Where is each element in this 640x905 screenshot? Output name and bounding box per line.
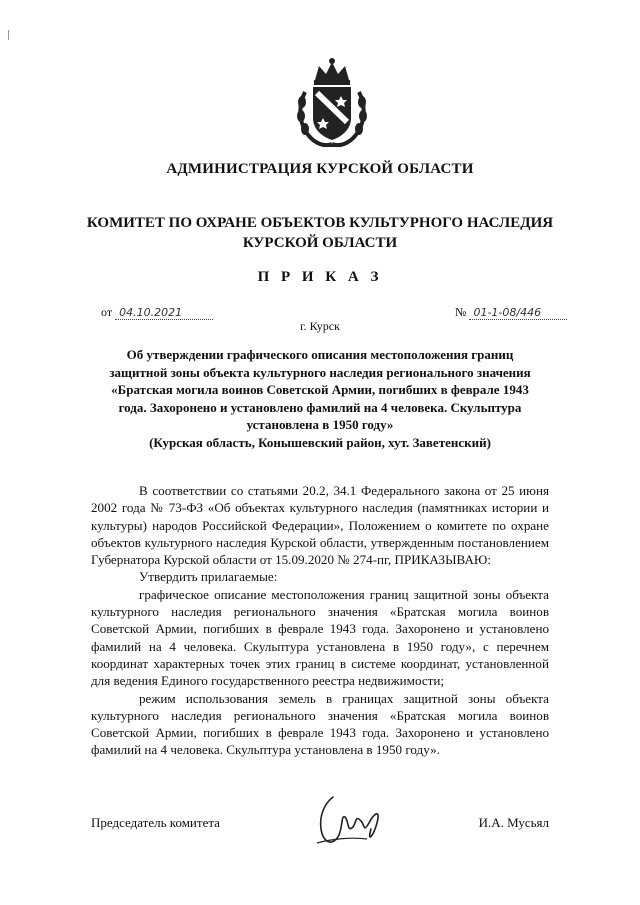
date-value: 04.10.2021 [115,306,213,320]
committee-title-line: КОМИТЕТ ПО ОХРАНЕ ОБЪЕКТОВ КУЛЬТУРНОГО НАСЛЕДИЯ [86,215,554,231]
administration-title: АДМИНИСТРАЦИЯ КУРСКОЙ ОБЛАСТИ [166,161,474,177]
number-value: 01-1-08/446 [469,306,567,320]
order-body [91,482,549,759]
handwritten-signature-icon [311,793,391,853]
document-type: П Р И К А З [257,269,383,285]
signatory-name: И.А. Мусьял [478,815,549,830]
subject-line: Об утверждении графического описания местоположения границ [126,347,514,362]
order-date [101,305,213,320]
date-prefix: от [101,305,113,319]
subject-line: года. Захоронено и установлено фамилий на 4 человека. Скульптура [118,399,522,415]
number-prefix: № [455,305,467,319]
subject-line: «Братская могила воинов Советской Армии, погибших в феврале 1943 [111,382,529,398]
order-number [455,305,567,320]
subject-line: установлена в 1950 году» [246,417,394,433]
order-subject [95,346,545,452]
subject-line: защитной зоны объекта культурного наследия регионального значения [109,364,531,380]
subject-line: (Курская область, Конышевский район, хут. Заветенский) [149,434,491,450]
body-paragraph: Утвердить прилагаемые: [139,569,278,585]
body-paragraph: режим использования земель в границах защитной зоны объекта культурного наследия регионального значения «Братская могила воинов Советской Армии, погибших в феврале 1943 года. Захоронено и установлено фамилий на 4 человека. Скульптура установлена в 1950 году». [91,690,549,758]
scan-edge-mark [8,30,9,40]
body-paragraph: В соответствии со статьями 20.2, 34.1 Федерального закона от 25 июня 2002 года № 73-ФЗ «Об объектах культурного наследия (памятниках истории и культуры) народов Российской Федерации», Положением о комитете по охране объектов культурного наследия Курской области, утвержденным постановлением Губернатора Курской области от 15.09.2020 № 274-пг, ПРИКАЗЫВАЮ: [91,483,549,568]
coat-of-arms-icon [293,56,371,148]
signatory-position: Председатель комитета [91,815,220,830]
committee-title-line: КУРСКОЙ ОБЛАСТИ [242,235,398,251]
city-label: г. Курск [300,319,340,333]
committee-title [0,213,640,253]
body-paragraph: графическое описание местоположения границ защитной зоны объекта культурного наследия регионального значения «Братская могила воинов Советской Армии, погибших в феврале 1943 года. Захоронено и установлено фамилий на 4 человека. Скульптура установлена в 1950 году», с перечнем координат характерных точек этих границ в системе координат, установленной для ведения Единого государственного реестра недвижимости; [91,586,549,689]
